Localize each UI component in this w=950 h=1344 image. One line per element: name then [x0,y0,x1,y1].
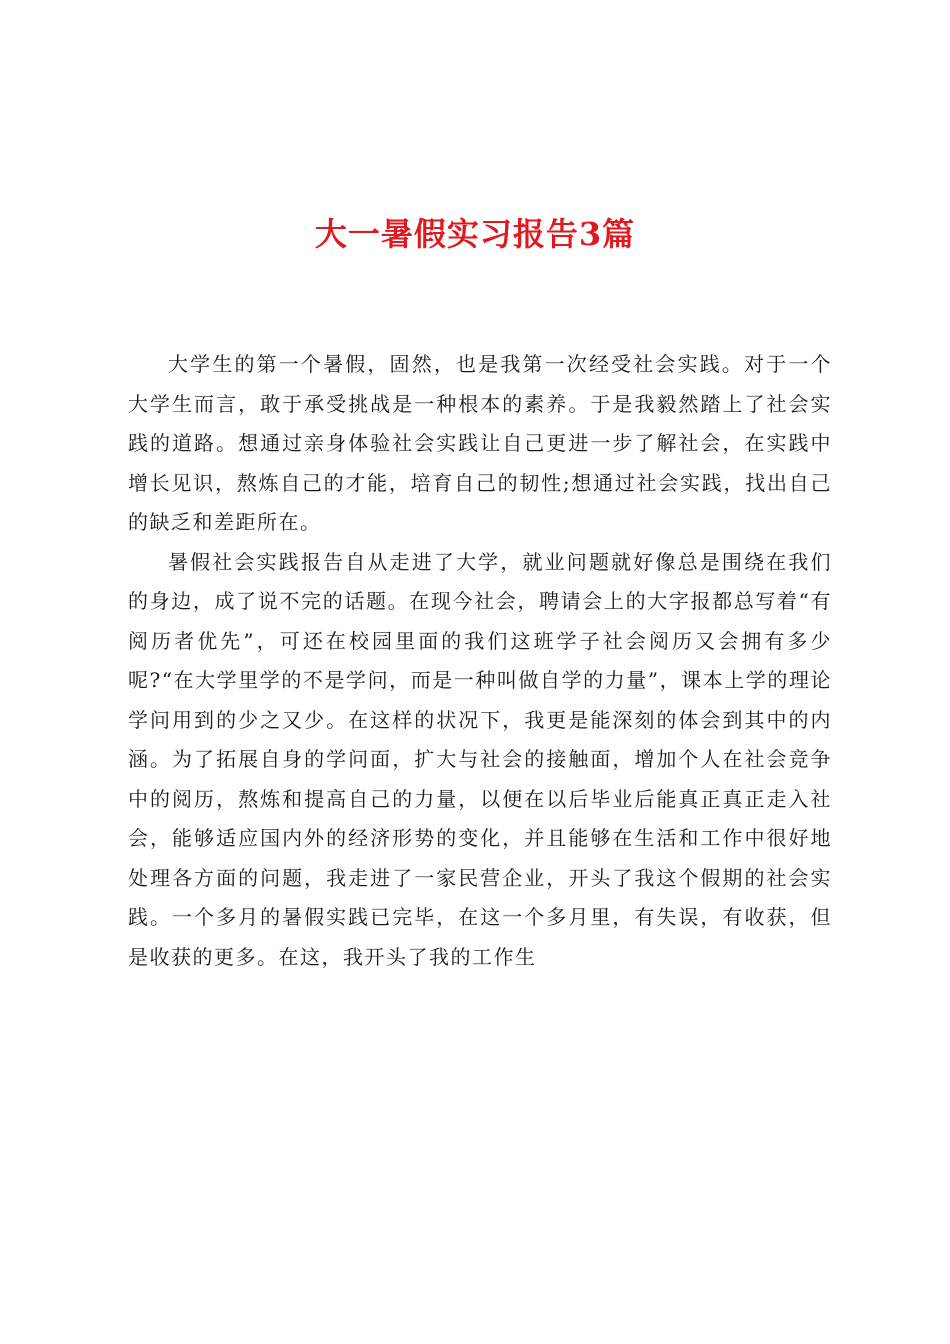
paragraph-2: 暑假社会实践报告自从走进了大学，就业问题就好像总是围绕在我们的身边，成了说不完的话题。在现今社会，聘请会上的大字报都总写着“有阅历者优先”，可还在校园里面的我们这班学子社会阅历又会拥有多少呢?“在大学里学的不是学问，而是一种叫做自学的力量”，课本上学的理论学问用到的少之又少。在这样的状况下，我更是能深刻的体会到其中的内涵。为了拓展自身的学问面，扩大与社会的接触面，增加个人在社会竞争中的阅历，熬炼和提高自己的力量，以便在以后毕业后能真正真正走入社会，能够适应国内外的经济形势的变化，并且能够在生活和工作中很好地处理各方面的问题，我走进了一家民营企业，开头了我这个假期的社会实践。一个多月的暑假实践已完毕，在这一个多月里，有失误，有收获，但是收获的更多。在这，我开头了我的工作生 [128,549,832,969]
document-body [128,345,832,977]
document-title: 大一暑假实习报告3篇 [314,215,636,253]
paragraph-1: 大学生的第一个暑假，固然，也是我第一次经受社会实践。对于一个大学生而言，敢于承受挑战是一种根本的素养。于是我毅然踏上了社会实践的道路。想通过亲身体验社会实践让自己更进一步了解社会，在实践中增长见识，熬炼自己的才能，培育自己的韧性;想通过社会实践，找出自己的缺乏和差距所在。 [128,352,832,534]
